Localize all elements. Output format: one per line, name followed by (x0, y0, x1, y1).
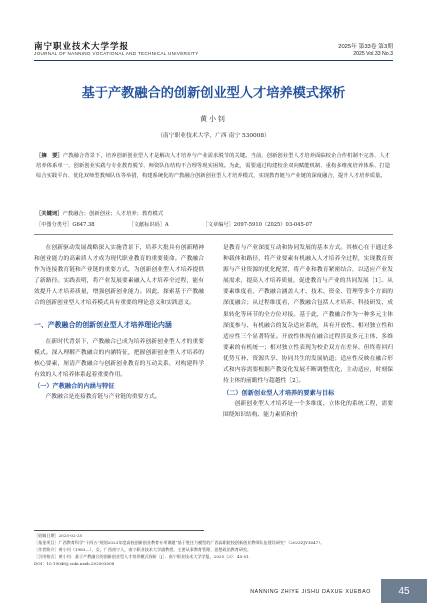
intro-paragraph: 在创新驱动发展战略深入实施背景下，培养大批具有创新精神和创业能力的高素质人才成为现代职业教育的重要使命。产教融合作为连接教育链和产业链的重要方式，为创新创业型人才培养提供了新路径。实践表明，将产业发展要素融入人才培养全过程，能有效提升人才培养质量，增强创新创业能力。因此，探索基于产教融合的创新创业型人才培养模式具有重要的理论意义和实践意义。 (34, 245, 204, 307)
journal-name-cn: 南宁职业技术大学学报 (34, 42, 130, 52)
footnote-citation: ［引用格式］黄小钊．基于产教融合的创新创业型人才培养模式探析［J］．南宁职业技术大学学报，2025（3）：45-51. (34, 553, 251, 559)
body-left-column (34, 243, 204, 403)
footnote-rule (34, 530, 204, 531)
abstract (36, 151, 390, 181)
section-1-heading: 一、产教融合的创新创业型人才培养理论内涵 (34, 320, 172, 329)
footnotes (34, 533, 394, 568)
abstract-text: 产教融合背景下，培养创新创业型人才是解决人才培养与产业需求脱节的关键。当前，创新创业型人才培养面临校企合作机制不完善、人才培养体系单一、创新创业实践与专业教育脱节、师资队伍结构不合理等现实困境。为此，需要通过构建校企双向赋能机制、重构多维度培养体系、打造综合实践平台、优化双师型教师队伍等举措，构建系统化的产教融合创新创业型人才培养模式，实现教育链与产业链的深度融合，提升人才培养质量。 (36, 153, 390, 179)
keywords-text: 产教融合；创新创业；人才培养；教育模式 (62, 211, 164, 217)
abstract-rule (34, 234, 393, 235)
classification-line (36, 221, 390, 228)
author-name: 黄小钊 (200, 115, 227, 123)
document-code: ［文献标识码］A (128, 222, 169, 228)
footnote-fund: ［基金项目］广西教育科学“十四五”规划2023年度高校创新创业教育专项课题“基于胜任力模型的广西高职院校创新创业教师队伍建设研究”（2023ZJY1647）。 (34, 539, 325, 545)
subsection-1-heading: （一）产教融合的内涵与特征 (34, 382, 115, 390)
header-rule (34, 60, 393, 61)
subsection-2-heading: （二）创新创业型人才培养的要素与目标 (223, 390, 335, 398)
subsection-2-paragraph: 创新创业型人才培养是一个多维度、立体化的系统工程，需要围绕知识结构、能力素质和价 (223, 401, 393, 419)
body-right-column (223, 243, 393, 422)
section-1-paragraph: 在新时代背景下，产教融合已成为培养创新创业型人才的重要模式。深入理解产教融合的内涵特征，把握创新创业型人才培养的核心要素，厘清产教融合与创新创业教育的互动关系，对构建科学有效的人才培养体系起着重要作用。 (34, 338, 204, 378)
issue-info-en: 2025 Vol.33 No.3 (353, 51, 393, 57)
footnote-received: ［收稿日期］2025-02-25 (34, 533, 83, 538)
issue-info-cn: 2025年 第33卷 第3期 (338, 44, 393, 50)
journal-name-en: JOURNAL OF NANNING VOCATIONAL AND TECHNICAL UNIVERSITY (34, 51, 199, 56)
author-affiliation: （南宁职业技术大学，广西 南宁 530008） (157, 133, 270, 139)
article-title: 基于产教融合的创新创业型人才培养模式探析 (81, 86, 346, 101)
keywords (36, 209, 163, 217)
subsection-1-paragraph-start: 产教融合是连接教育链与产业链的重要方式。 (45, 394, 161, 401)
article-number: ［文章编号］2097-5910（2025）03-045-07 (202, 222, 313, 228)
subsection-1-paragraph-cont: 是教育与产业深度互动和协同发展的基本方式。其核心在于通过多种载体和路径，将产业要素有机融入人才培养全过程，实现教育资源与产业资源的优化配置，将产业和教育紧密结合，以适应产业发展需求，提高人才培养质量，促进教育与产业的共同发展［1］。从要素维度看，产教融合涵盖人才、技术、资金、管理等多个方面的深度融合；从过程维度看，产教融合包括人才培养、科技研发、成果转化等环节的全方位对接。基于此，产教融合作为一种多元主体深度参与、有机融合的复杂适应系统，具有开放性、相对独立性和适应性三个显著特征。开放性体现在融合过程涉及多元主体、多维要素的有机统一；相对独立性表现为校企双方在差异、但终将回归优势互补、资源共享、协同共生的发展轨道；适应性反映在融合形式和内容需要根据产教变化发展不断调整优化，主动适应，时刻保持主体的前瞻性与超越性［2］。 (223, 245, 393, 385)
clc-number: ［中图分类号］G647.38 (36, 222, 95, 228)
footnote-doi: DOI：10.19046/j.cnki.nzxb.202503008 (34, 560, 115, 566)
page-number: 45 (381, 579, 427, 603)
abstract-label: ［摘 要］ (36, 153, 63, 159)
keywords-label: ［关键词］ (36, 211, 63, 217)
footer-journal-pinyin: NANNING ZHIYE JISHU DAXUE XUEBAO (250, 589, 371, 595)
footnote-author-bio: ［作者简介］黄小钊（1983—），女，广西南宁人，南宁职业技术大学副教授，主要从事教育管理、思想政治教育研究。 (34, 546, 252, 552)
